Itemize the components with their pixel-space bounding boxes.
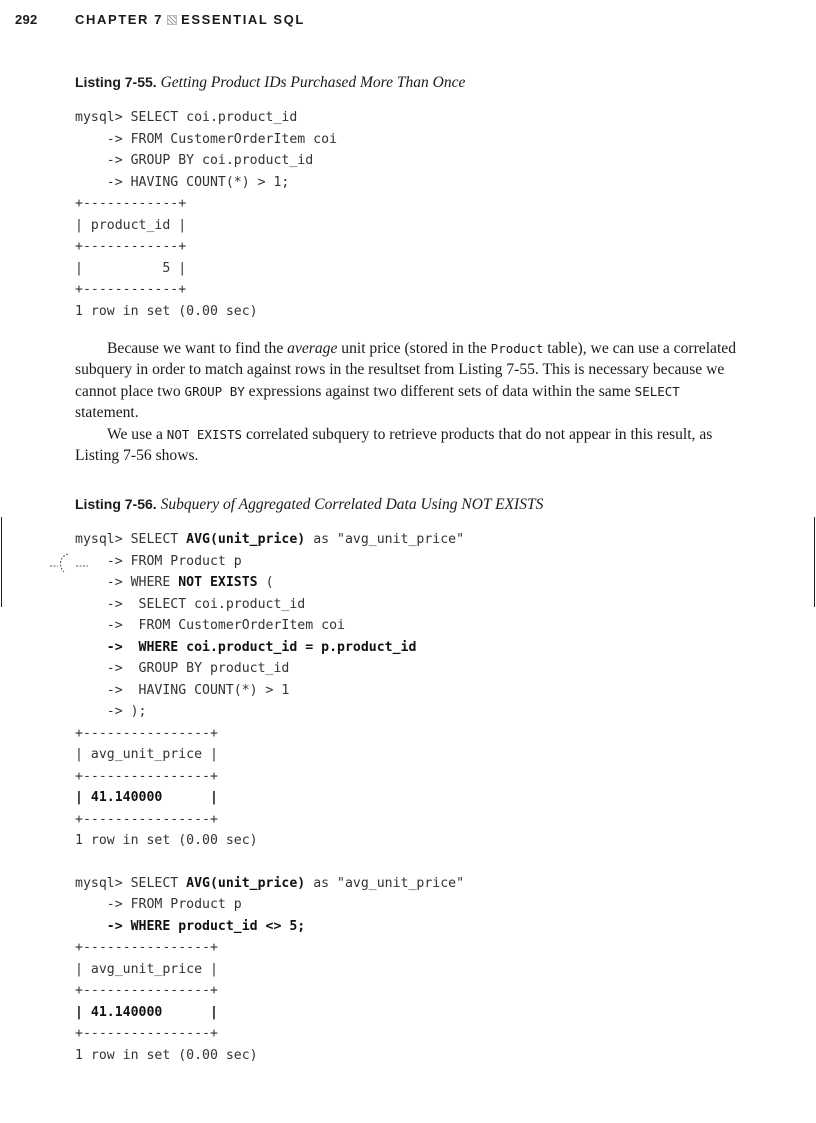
result-summary: 1 row in set (0.00 sec) bbox=[75, 833, 258, 849]
result-border: +----------------+ bbox=[75, 1026, 218, 1042]
code-line: mysql> SELECT coi.product_id bbox=[75, 110, 298, 125]
listing-55-caption bbox=[75, 72, 745, 93]
page-body bbox=[75, 72, 745, 1066]
section-title: ESSENTIAL SQL bbox=[181, 12, 305, 27]
result-value: | 41.140000 | bbox=[75, 1004, 218, 1020]
result-summary: 1 row in set (0.00 sec) bbox=[75, 303, 258, 319]
result-border: +----------------+ bbox=[75, 725, 218, 741]
listing-56-label: Listing 7-56. bbox=[75, 496, 157, 513]
listing-56-query-2: mysql> SELECT AVG(unit_price) as "avg_unit_price" -> FROM Product p -> WHERE product_id <> 5; +----------------+ | avg_unit_price | +----------------+ | 41.140000 | +----------------+ 1 row in set (0.00 sec) bbox=[75, 875, 465, 1063]
page-number: 292 bbox=[15, 12, 38, 27]
result-header: | avg_unit_price | bbox=[75, 747, 218, 763]
listing-56-title: Subquery of Aggregated Correlated Data Using NOT EXISTS bbox=[160, 496, 544, 514]
code-line: -> FROM CustomerOrderItem coi bbox=[75, 131, 338, 147]
result-summary: 1 row in set (0.00 sec) bbox=[75, 1047, 258, 1063]
chapter-title bbox=[75, 12, 305, 27]
result-border: +------------+ bbox=[75, 196, 187, 211]
result-header: | product_id | bbox=[75, 217, 187, 233]
code-line: -> GROUP BY coi.product_id bbox=[75, 153, 314, 168]
body-paragraph-2: We use a NOT EXISTS correlated subquery to retrieve products that do not appear in this result, as Listing 7-56 shows. bbox=[75, 425, 713, 465]
result-header: | avg_unit_price | bbox=[75, 961, 218, 977]
listing-55-label: Listing 7-55. bbox=[75, 74, 157, 90]
running-header bbox=[0, 12, 816, 32]
result-value: | 5 | bbox=[75, 260, 187, 276]
listing-55-query bbox=[75, 107, 745, 322]
body-paragraph-1: Because we want to find the average unit price (stored in the Product table), we can use a correlated subquery in order to match against rows in the resultset from Listing 7-55. This is necessary because we cannot place two GROUP BY expressions against two different sets of data within the same SELECT statement. bbox=[75, 340, 737, 422]
chapter-separator-icon bbox=[167, 15, 177, 25]
listing-55-title: Getting Product IDs Purchased More Than Once bbox=[160, 74, 466, 91]
result-value: | 41.140000 | bbox=[75, 790, 218, 806]
result-border: +----------------+ bbox=[75, 768, 218, 784]
chapter-number: CHAPTER 7 bbox=[75, 12, 164, 27]
listing-56-query-1: mysql> SELECT AVG(unit_price) as "avg_unit_price" -> FROM Product p -> WHERE NOT EXISTS ( -> SELECT coi.product_id -> FROM CustomerOrderItem coi -> WHERE coi.product_id = p.product_id -> GROUP BY product_id -> HAVING COUNT(*) > 1 -> ); +----------------+ | avg_unit_price | +----------------+ | 41.140000 | +----------------+ 1 row in set (0.00 sec) bbox=[75, 532, 465, 849]
inline-code: SELECT bbox=[634, 383, 680, 399]
listing-56-caption bbox=[75, 494, 745, 515]
inline-code: Product bbox=[490, 341, 544, 356]
result-border: +----------------+ bbox=[75, 811, 218, 827]
result-border: +----------------+ bbox=[75, 940, 218, 956]
margin-marker-right bbox=[814, 517, 815, 607]
result-border: +------------+ bbox=[75, 239, 187, 254]
result-border: +------------+ bbox=[75, 282, 187, 297]
code-line: -> HAVING COUNT(*) > 1; bbox=[75, 174, 290, 190]
inline-code: GROUP BY bbox=[184, 383, 245, 399]
emphasis-average: average bbox=[287, 340, 338, 357]
margin-marker-left bbox=[1, 517, 2, 607]
result-border: +----------------+ bbox=[75, 983, 218, 999]
inline-code: NOT EXISTS bbox=[166, 426, 243, 442]
